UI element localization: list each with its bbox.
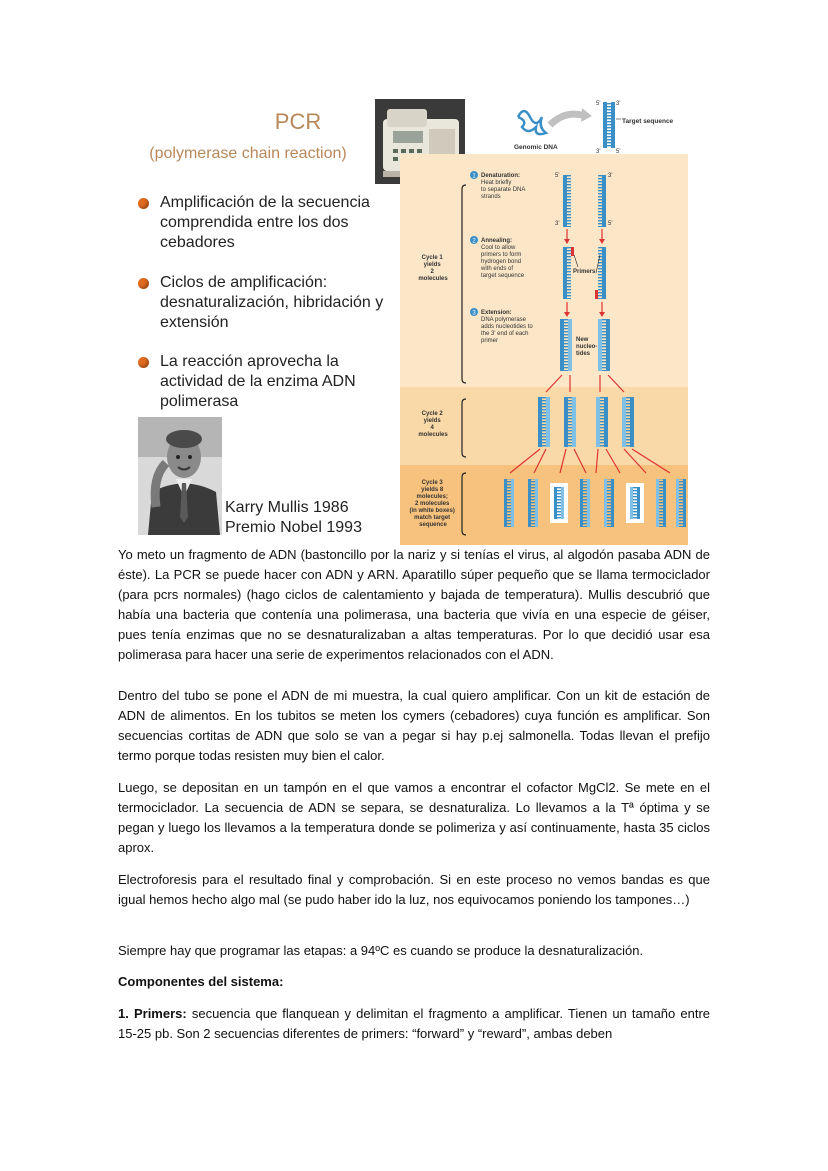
svg-text:2: 2 bbox=[472, 238, 476, 245]
svg-text:3: 3 bbox=[472, 310, 476, 317]
list-item-label: 1. Primers: bbox=[118, 1006, 187, 1021]
list-item bbox=[118, 1004, 710, 1044]
bullet-text: Ciclos de amplificación: desnaturalización, hibridación y extensión bbox=[160, 274, 384, 331]
body-paragraph bbox=[118, 870, 710, 910]
prime-label: 3' bbox=[616, 101, 621, 107]
bullet-text: La reacción aprovecha la actividad de la enzima ADN polimerasa bbox=[160, 353, 356, 410]
step-3-text: Extension: DNA polymerase adds nucleotides to the 3' end of each primer bbox=[481, 310, 533, 344]
arrow-icon bbox=[550, 114, 582, 125]
prime-label: 5' bbox=[608, 221, 613, 227]
photo-caption bbox=[225, 498, 362, 538]
new-nucleotides-label: New nucleo- tides bbox=[576, 337, 598, 357]
cycle-1-label: Cycle 1 yields 2 molecules bbox=[418, 255, 448, 282]
prime-label: 5' bbox=[555, 173, 560, 179]
prime-label: 5' bbox=[616, 149, 621, 155]
paragraph-text: Luego, se depositan en un tampón en el que vamos a encontrar el cofactor MgCl2. Se mete en el termociclador. La secuencia de ADN se separa, se desnaturaliza. Lo llevamos a la Tª óptima y se pegan y luego los llevamos a la temperatura donde se polimeriza y así continuamente, hasta 35 ciclos aprox. bbox=[118, 780, 710, 855]
caption-line: Premio Nobel 1993 bbox=[225, 519, 362, 536]
list-item-text bbox=[118, 1004, 710, 1044]
pcr-slide bbox=[118, 97, 688, 545]
mullis-portrait-photo bbox=[138, 417, 222, 535]
bullet-text: Amplificación de la secuencia comprendida entre los dos cebadores bbox=[160, 194, 370, 251]
paragraph-text: Siempre hay que programar las etapas: a 94ºC es cuando se produce la desnaturalización. bbox=[118, 943, 644, 958]
body-paragraph bbox=[118, 941, 710, 961]
body-paragraph bbox=[118, 686, 710, 766]
cycle-1-band bbox=[400, 154, 688, 387]
prime-label: 5' bbox=[596, 101, 601, 107]
bullet-dot-icon bbox=[138, 198, 149, 209]
list-item-body: secuencia que flanquean y delimitan el fragmento a amplificar. Tienen un tamaño entre 15-25 pb. Son 2 secuencias diferentes de primers: “forward” y “reward”, ambas deben bbox=[118, 1006, 711, 1041]
heading-text: Componentes del sistema: bbox=[118, 974, 284, 989]
genomic-dna-icon bbox=[518, 111, 546, 134]
caption-line: Karry Mullis 1986 bbox=[225, 499, 349, 516]
prime-label: 3' bbox=[596, 149, 601, 155]
target-sequence-label: Target sequence bbox=[622, 118, 674, 125]
paragraph-text: Dentro del tubo se pone el ADN de mi muestra, la cual quiero amplificar. Con un kit de estación de ADN de alimentos. En los tubitos se meten los cymers (cebadores) cuya función es amplificar. Son secuencias cortitas de ADN que solo se van a pegar si hay p.ej salmonella. Todas llevan el prefijo termo porque todas resisten muy bien el calor. bbox=[118, 688, 710, 763]
prime-label: 3' bbox=[608, 173, 613, 179]
paragraph-text: Yo meto un fragmento de ADN (bastoncillo por la nariz y si tenías el virus, al algodón pasaba ADN de éste). La PCR se puede hacer con ADN y ARN. Aparatillo súper pequeño que se llama termociclador (para pcrs normales) (hago ciclos de calentamiento y bajada de temperatura). Mullis descubrió que había una bacteria que contenía una polimerasa, una bacteria que vivía en una especie de géiser, pues tenía enzimas que no se desnaturalizaban a altas temperaturas. Por lo que decidió usar esa polimerasa para hacer una serie de experimentos relacionados con el ADN. bbox=[118, 547, 710, 662]
slide-title: PCR bbox=[274, 109, 322, 134]
slide-subtitle: (polymerase chain reaction) bbox=[149, 145, 347, 162]
step-2-text: Annealing: Cool to allow primers to form hydrogen bond with ends of target sequence bbox=[481, 238, 525, 279]
genomic-dna-label: Genomic DNA bbox=[514, 144, 558, 151]
paragraph-text: Electroforesis para el resultado final y comprobación. Si en este proceso no vemos bandas es que igual hemos hecho algo mal (se pudo haber ido la luz, nos equivocamos poniendo los tampones…) bbox=[118, 872, 710, 907]
section-heading bbox=[118, 972, 710, 992]
prime-label: 3' bbox=[555, 221, 560, 227]
cycle-3-label: Cycle 3 yields 8 molecules; 2 molecules (in white boxes) match target sequence bbox=[409, 480, 455, 528]
svg-text:1: 1 bbox=[472, 173, 476, 180]
step-1-text: Denaturation: Heat briefly to separate DNA strands bbox=[481, 173, 526, 200]
cycle-2-label: Cycle 2 yields 4 molecules bbox=[418, 411, 448, 438]
bullet-dot-icon bbox=[138, 278, 149, 289]
pcr-cycle-diagram bbox=[400, 97, 688, 545]
body-paragraph bbox=[118, 778, 710, 858]
primers-label: Primers bbox=[573, 269, 596, 275]
body-paragraph bbox=[118, 545, 710, 665]
bullet-dot-icon bbox=[138, 357, 149, 368]
